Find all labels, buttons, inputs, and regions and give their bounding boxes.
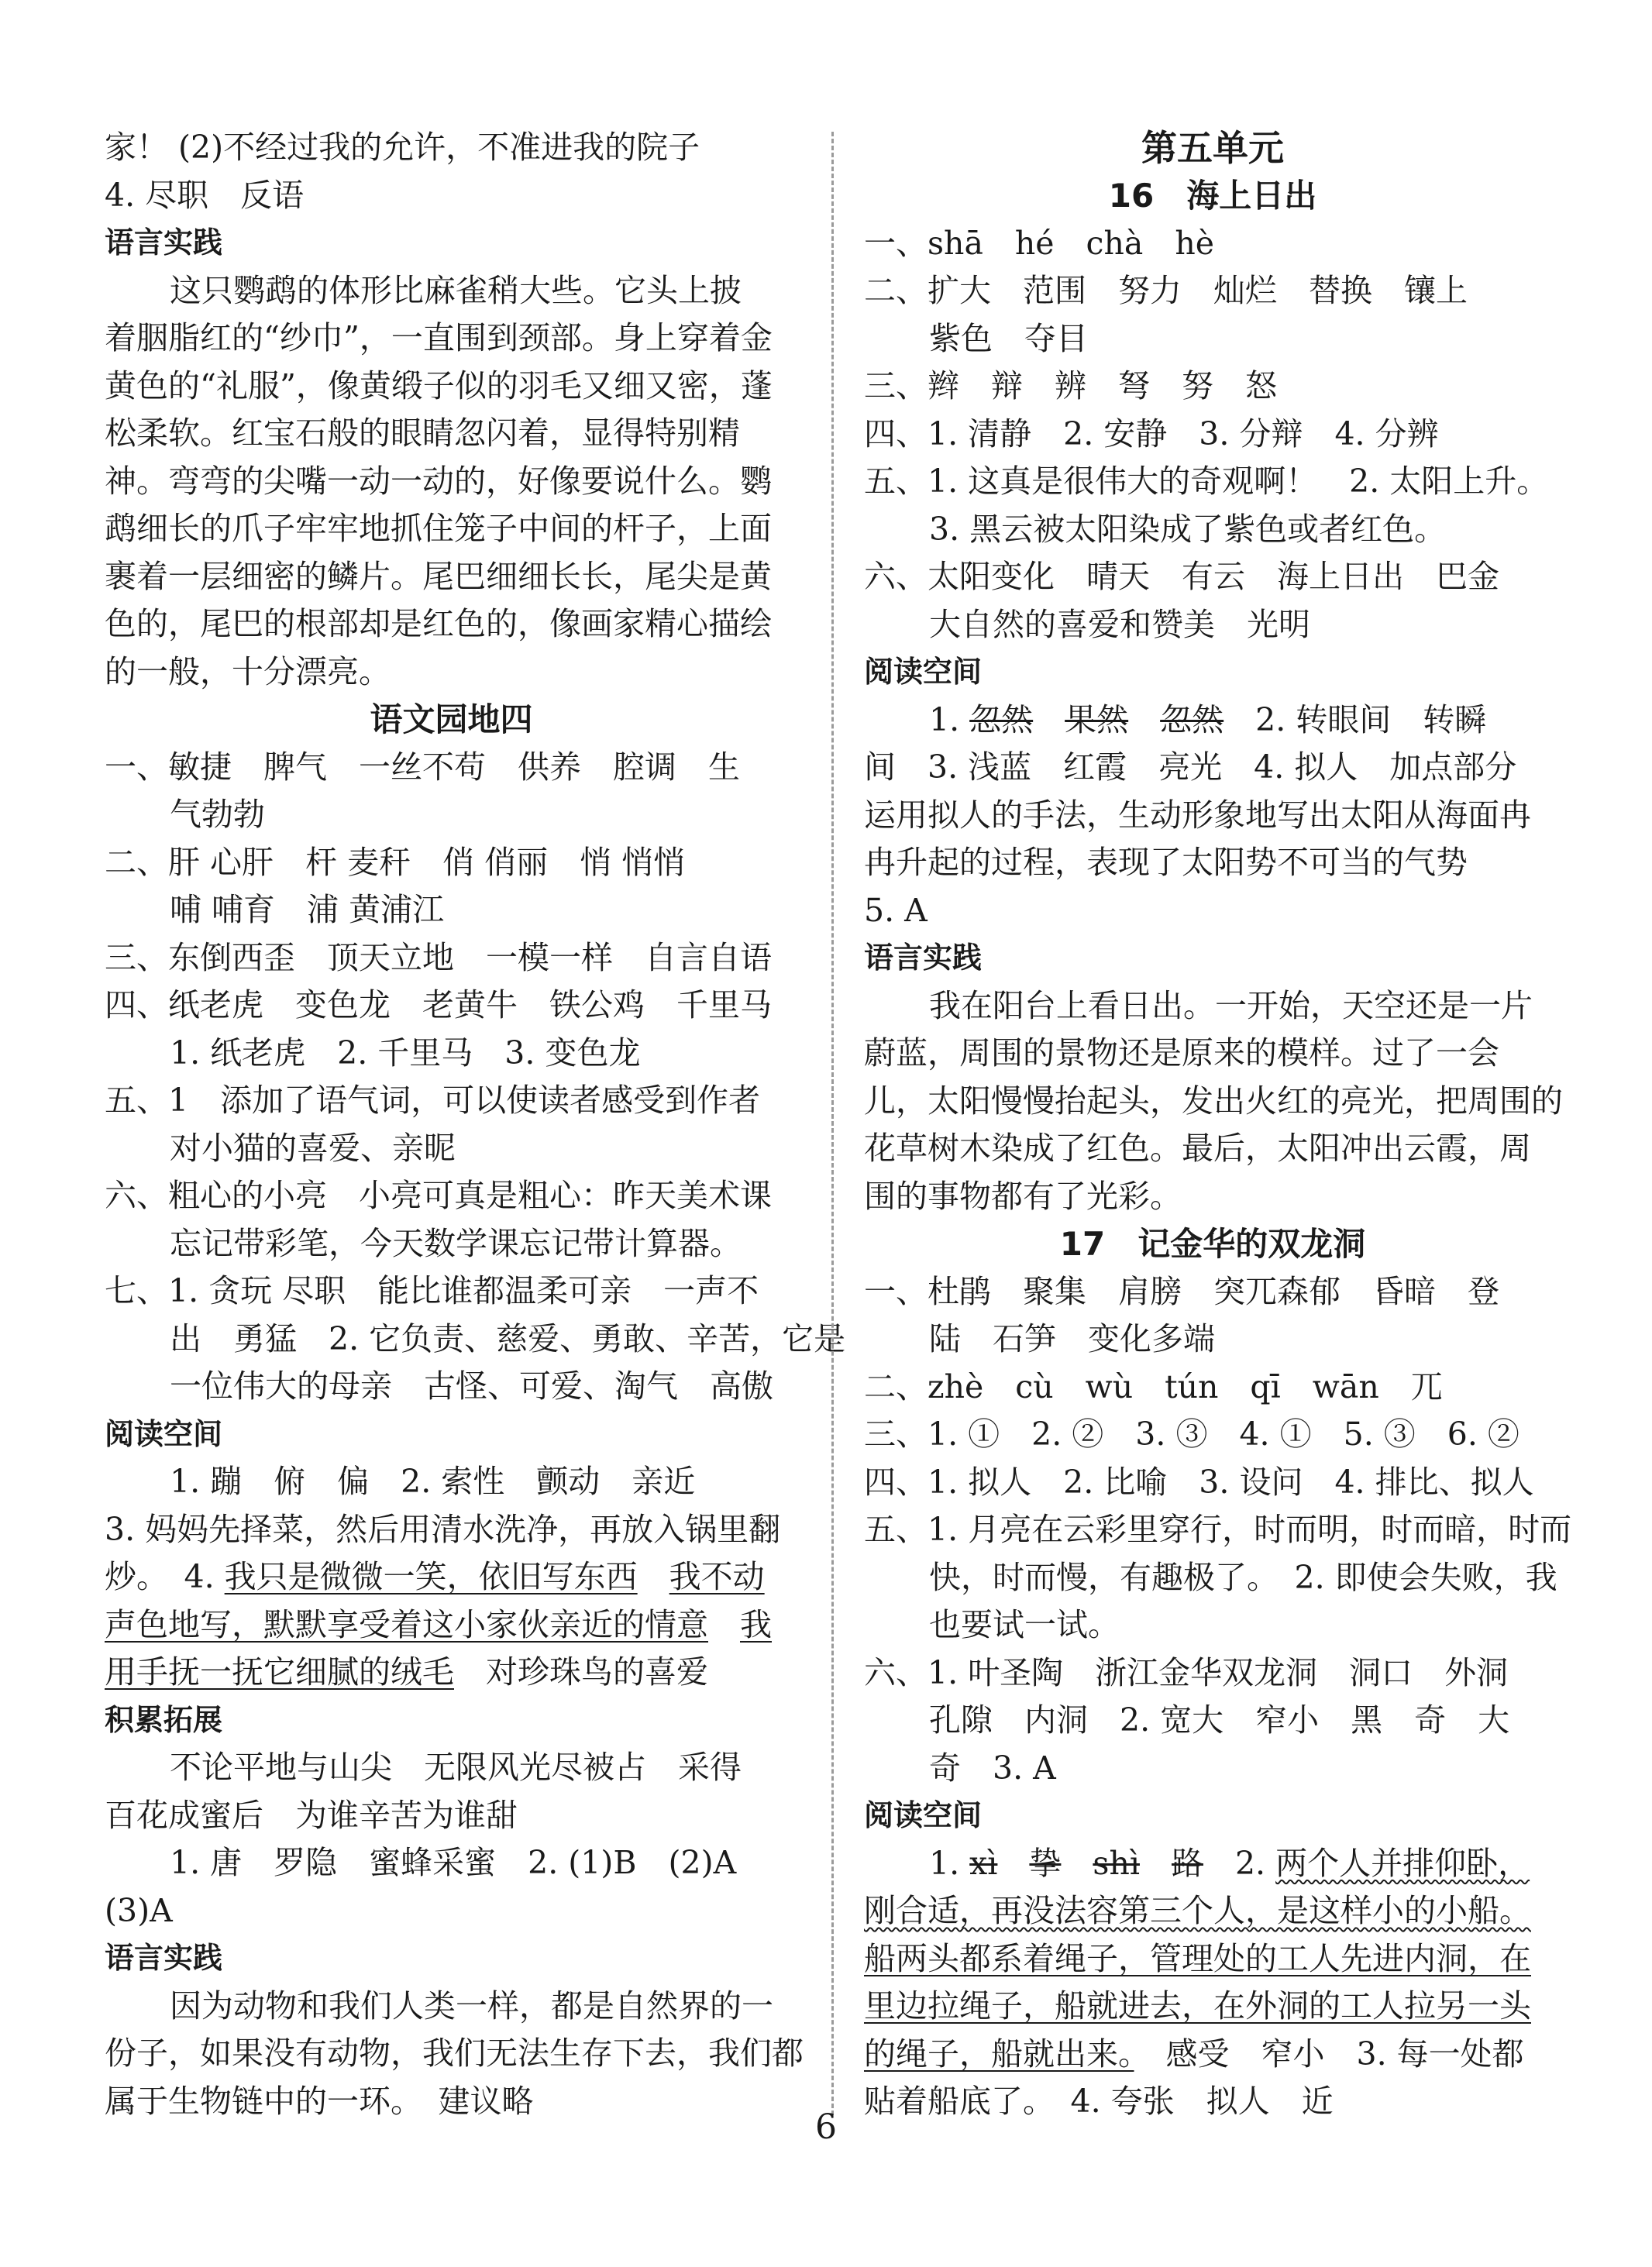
wavy-underlined-text: 两个人并排仰卧， [1275, 1844, 1530, 1882]
answer-line [864, 1840, 1561, 1888]
answer-text: 感受 窄小 3. 每一处都 [1134, 2035, 1524, 2073]
underlined-text: 的绳子，船就出来。 [864, 2035, 1134, 2073]
answer-line: 三、东倒西歪 顶天立地 一模一样 自言自语 [105, 938, 772, 976]
paragraph-line: 松柔软。红宝石般的眼睛忽闪着，显得特别精 [105, 415, 740, 452]
answer-line: 1. 唐 罗隐 蜜蜂采蜜 2. (1)B (2)A [170, 1844, 737, 1881]
struck-text: xì [969, 1844, 998, 1882]
unit-title: 第五单元 [1141, 127, 1284, 169]
answer-line: 一、shā hé chà hè [864, 224, 1215, 262]
page-number: 6 [815, 2107, 837, 2147]
wavy-underlined-text: 刚合适，再没法容第三个人，是这样小的小船。 [864, 1892, 1531, 1929]
answer-line: 1. 蹦 俯 偏 2. 索性 颤动 亲近 [170, 1463, 696, 1500]
answer-text: 2. [1203, 1844, 1276, 1882]
paragraph-line: 的一般，十分漂亮。 [105, 652, 391, 690]
answer-line: 不论平地与山尖 无限风光尽被占 采得 [170, 1749, 742, 1786]
underlined-text: 里边拉绳子，船就进去，在外洞的工人拉另一头 [864, 1987, 1531, 2024]
answer-line: 冉升起的过程，表现了太阳势不可当的气势 [864, 844, 1468, 881]
lesson-title: 17 记金华的双龙洞 [1059, 1225, 1366, 1263]
section-heading: 阅读空间 [864, 655, 983, 689]
underlined-text: 我不动 [669, 1558, 765, 1595]
left-column [105, 124, 846, 2125]
answer-line: 六、粗心的小亮 小亮可真是粗心：昨天美术课 [105, 1177, 772, 1214]
answer-line: 5. A [864, 891, 928, 929]
struck-text: 忽然 [1160, 700, 1224, 738]
underlined-text: 声色地写，默默享受着这小家伙亲近的情意 [105, 1605, 708, 1643]
spacer-text [638, 1558, 669, 1595]
answer-line: 五、1. 这真是很伟大的奇观啊！ 2. 太阳上升。 [864, 463, 1549, 500]
answer-line: 一、杜鹃 聚集 肩膀 突兀森郁 昏暗 登 [864, 1272, 1499, 1310]
answer-line: 一位伟大的母亲 古怪、可爱、淘气 高傲 [170, 1367, 773, 1405]
answer-line [864, 2031, 1561, 2079]
answer-line: 陆 石笋 变化多端 [929, 1320, 1215, 1357]
answer-line: 三、辫 辩 辨 弩 努 怒 [864, 367, 1277, 404]
answer-line: 间 3. 浅蓝 红霞 亮光 4. 拟人 加点部分 [864, 748, 1517, 786]
answer-line: 紫色 夺目 [929, 319, 1088, 357]
column-divider [831, 132, 834, 2115]
paragraph-line: 鹉细长的爪子牢牢地抓住笼子中间的杆子，上面 [105, 510, 772, 547]
answer-line [864, 1935, 1561, 1983]
answer-line: 二、zhè cù wù tún qī wān 兀 [864, 1367, 1443, 1405]
answer-line [864, 697, 1561, 745]
section-heading: 阅读空间 [864, 1798, 983, 1832]
answer-line: 四、纸老虎 变色龙 老黄牛 铁公鸡 千里马 [105, 986, 772, 1023]
answer-line [864, 1887, 1561, 1935]
text-line: 家！ (2)不经过我的允许，不准进我的院子 [105, 129, 700, 166]
struck-text: 挚 [1029, 1844, 1062, 1882]
paragraph-line: 花草树木染成了红色。最后，太阳冲出云霞，周 [864, 1130, 1531, 1167]
underlined-text: 我只是微微一笑，依旧写东西 [224, 1558, 638, 1595]
answer-line [105, 1601, 798, 1650]
answer-text: 炒。 4. [105, 1558, 225, 1595]
answer-line: (3)A [105, 1891, 173, 1929]
answer-line: 六、太阳变化 晴天 有云 海上日出 巴金 [864, 558, 1499, 595]
answer-line: 百花成蜜后 为谁辛苦为谁甜 [105, 1796, 518, 1834]
struck-text: 果然 [1065, 700, 1129, 738]
answer-line: 大自然的喜爱和赞美 光明 [929, 605, 1310, 643]
paragraph-line: 着胭脂红的“纱巾”，一直围到颈部。身上穿着金 [105, 319, 773, 356]
answer-line: 五、1 添加了语气词，可以使读者感受到作者 [105, 1082, 761, 1119]
answer-line: 3. 黑云被太阳染成了紫色或者红色。 [929, 510, 1447, 548]
struck-text: 路 [1171, 1844, 1203, 1882]
answer-line: 七、1. 贪玩 尽职 能比谁都温柔可亲 一声不 [105, 1272, 759, 1309]
paragraph-line: 裹着一层细密的鳞片。尾巴细细长长，尾尖是黄 [105, 557, 772, 595]
answer-line: 孔隙 内洞 2. 宽大 窄小 黑 奇 大 [929, 1701, 1510, 1739]
answer-line: 3. 妈妈先择菜，然后用清水洗净，再放入锅里翻 [105, 1510, 781, 1548]
lesson-title: 16 海上日出 [1108, 177, 1317, 215]
answer-line: 出 勇猛 2. 它负责、慈爱、勇敢、辛苦，它是 [170, 1319, 846, 1357]
answer-line: 忘记带彩笔，今天数学课忘记带计算器。 [170, 1224, 742, 1262]
answer-line: 贴着船底了。 4. 夸张 拟人 近 [864, 2083, 1334, 2120]
paragraph-line: 份子，如果没有动物，我们无法生存下去，我们都 [105, 2035, 804, 2072]
paragraph-line: 因为动物和我们人类一样，都是自然界的一 [170, 1987, 773, 2024]
lesson-title: 语文园地四 [370, 700, 533, 738]
underlined-text: 我 [740, 1605, 772, 1643]
section-heading: 阅读空间 [105, 1416, 223, 1451]
right-column [864, 124, 1572, 2126]
paragraph-line: 我在阳台上看日出。一开始，天空还是一片 [929, 986, 1533, 1024]
paragraph-line: 这只鹦鹉的体形比麻雀稍大些。它头上披 [170, 271, 742, 309]
answer-line: 二、扩大 范围 努力 灿烂 替换 镶上 [864, 272, 1468, 309]
spacer-text [708, 1606, 740, 1643]
answer-line: 五、1. 月亮在云彩里穿行，时而明，时而暗，时而 [864, 1511, 1572, 1548]
answer-line [105, 1553, 798, 1601]
answer-line: 二、肝 心肝 杆 麦秆 俏 俏丽 悄 悄悄 [105, 843, 686, 881]
answer-line: 四、1. 清静 2. 安静 3. 分辩 4. 分辨 [864, 415, 1439, 452]
answer-line: 六、1. 叶圣陶 浙江金华双龙洞 洞口 外洞 [864, 1653, 1509, 1691]
answer-line: 对小猫的喜爱、亲昵 [170, 1129, 456, 1167]
paragraph-line: 蔚蓝，周围的景物还是原来的模样。过了一会 [864, 1034, 1499, 1072]
paragraph-line: 黄色的“礼服”，像黄缎子似的羽毛又细又密，蓬 [105, 366, 773, 404]
underlined-text: 船两头都系着绳子，管理处的工人先进内洞，在 [864, 1939, 1531, 1977]
answer-line: 哺 哺育 浦 黄浦江 [170, 891, 445, 928]
section-heading: 语言实践 [864, 941, 983, 975]
struck-text: shì [1093, 1844, 1140, 1882]
answer-line: 气勃勃 [170, 796, 265, 833]
answer-line: 1. 纸老虎 2. 千里马 3. 变色龙 [170, 1034, 641, 1072]
answer-line: 三、1. ① 2. ② 3. ③ 4. ① 5. ③ 6. ② [864, 1416, 1519, 1453]
answer-text: 2. 转眼间 转瞬 [1224, 700, 1487, 738]
answer-line: 四、1. 拟人 2. 比喻 3. 设问 4. 排比、拟人 [864, 1463, 1534, 1501]
answer-line: 运用拟人的手法，生动形象地写出太阳从海面冉 [864, 796, 1531, 834]
paragraph-line: 神。弯弯的尖嘴一动一动的，好像要说什么。鹦 [105, 462, 772, 500]
section-heading: 积累拓展 [105, 1702, 223, 1737]
answer-line: 一、敏捷 脾气 一丝不苟 供养 腔调 生 [105, 748, 740, 786]
answer-text: 1. [929, 1844, 970, 1882]
paragraph-line: 儿，太阳慢慢抬起头，发出火红的亮光，把周围的 [864, 1082, 1563, 1120]
answer-line: 奇 3. A [929, 1749, 1056, 1787]
answer-line [105, 1649, 798, 1697]
answer-line [864, 1983, 1561, 2031]
section-heading: 语言实践 [105, 225, 223, 260]
section-heading: 语言实践 [105, 1941, 223, 1975]
underlined-text: 用手抚一抚它细腻的绒毛 [105, 1653, 454, 1691]
answer-text: 1. [929, 700, 970, 738]
paragraph-line: 色的，尾巴的根部却是红色的，像画家精心描绘 [105, 605, 772, 642]
paragraph-line: 属于生物链中的一环。 建议略 [105, 2082, 534, 2120]
answer-text: 对珍珠鸟的喜爱 [454, 1653, 708, 1691]
struck-text: 忽然 [969, 700, 1034, 738]
text-line: 4. 尽职 反语 [105, 176, 305, 214]
answer-line: 快，时而慢，有趣极了。 2. 即使会失败，我 [929, 1558, 1557, 1596]
paragraph-line: 围的事物都有了光彩。 [864, 1177, 1182, 1215]
answer-line: 也要试一试。 [929, 1606, 1120, 1643]
